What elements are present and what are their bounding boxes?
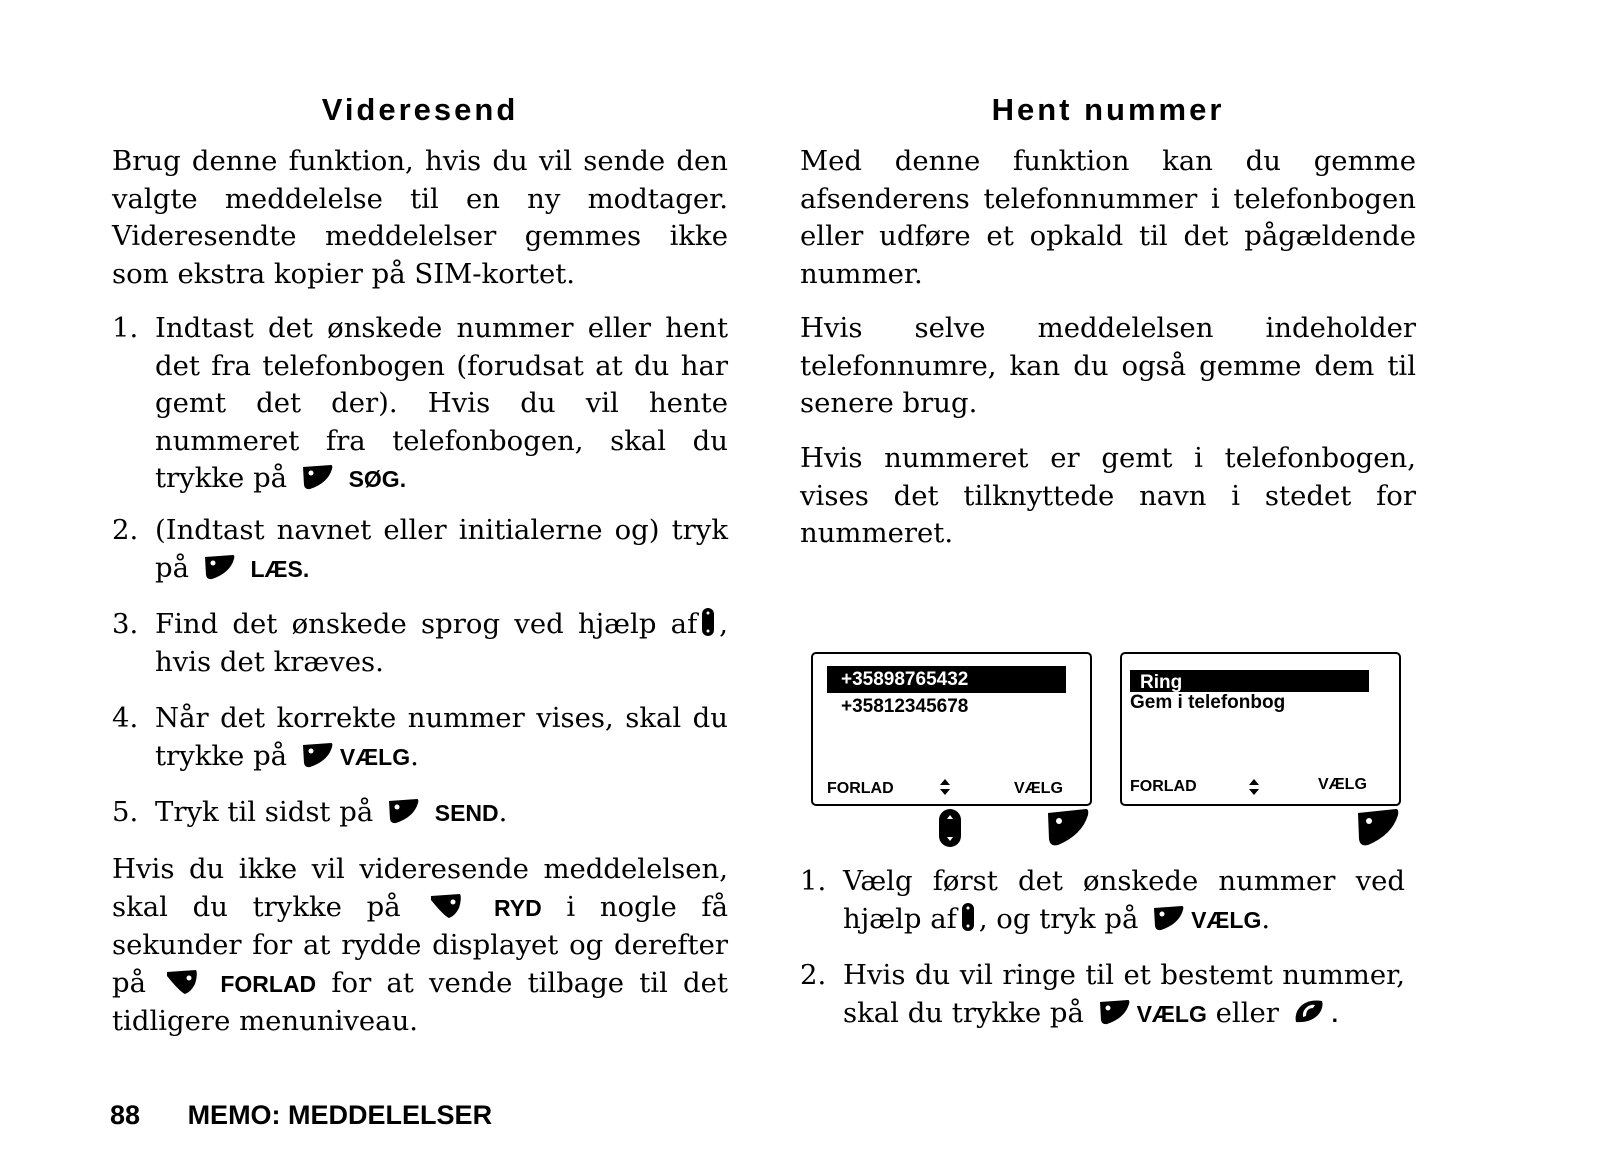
paragraph: Hvis nummeret er gemt i telefonbogen, vises det tilknyttede navn i stedet for nummeret. (800, 442, 1416, 549)
step-text: Vælg først det ønskede nummer ved hjælp af (843, 865, 1405, 935)
intro-paragraph: Brug denne funktion, hvis du vil sende den valgte meddelelse til en ny modtager. Videresendte meddelelser gemmes ikke som ekstra kopier på SIM-kortet. (112, 145, 728, 290)
punctuation: . (1331, 1000, 1339, 1027)
left-softkey-icon (165, 968, 199, 996)
selected-row: +35898765432 (827, 666, 1066, 693)
punctuation: . (410, 739, 419, 772)
key-label: RYD (493, 894, 542, 921)
selected-row: Ring (1130, 670, 1369, 692)
list-row: Gem i telefonbog (1130, 692, 1286, 713)
list-number: 2. (112, 514, 139, 546)
list-number: 1. (112, 312, 139, 344)
list-number: 2. (800, 959, 827, 991)
right-softkey-label: VÆLG (1318, 776, 1367, 793)
call-key-icon (1292, 998, 1326, 1026)
step-text: Indtast det ønskede nummer eller hent det fra telefonbogen (forudsat at du har gemt det der). Hvis du vil hente nummeret fra telefonbogen, skal du trykke på (155, 312, 728, 494)
right-softkey-icon (300, 463, 334, 491)
left-softkey-label: FORLAD (827, 780, 894, 797)
step-text: (Indtast navnet eller initialerne og) tryk på (155, 514, 728, 584)
paragraph: Hvis selve meddelelsen indeholder telefonnumre, kan du også gemme dem til senere brug. (800, 312, 1416, 419)
closing-text: Hvis du ikke vil videresende meddelelsen, skal du trykke på (112, 853, 728, 923)
step-text: , og tryk på (978, 902, 1139, 935)
phone-display (1120, 652, 1401, 806)
key-label: LÆS. (250, 555, 310, 582)
key-label: SØG. (348, 466, 407, 492)
page-footer (110, 1100, 532, 1131)
step-text: eller (1215, 996, 1279, 1029)
scroll-key-icon (937, 808, 963, 848)
right-softkey-icon (1354, 807, 1400, 847)
list-number: 3. (112, 608, 139, 640)
step-text: Hvis du vil ringe til et bestemt nummer, skal du trykke på (843, 959, 1405, 1029)
list-item (112, 794, 728, 833)
page-number: 88 (110, 1100, 141, 1130)
list-number: 4. (112, 702, 139, 734)
section-heading: Hent nummer (991, 92, 1225, 127)
right-softkey-icon (202, 553, 236, 581)
step-text: Tryk til sidst på (155, 796, 374, 828)
closing-paragraph (112, 851, 728, 1041)
section-heading: Videresend (321, 92, 519, 127)
scroll-key-icon (961, 902, 975, 932)
right-softkey-icon (1097, 998, 1131, 1026)
left-softkey-icon (429, 892, 463, 920)
right-softkey-label: VÆLG (1014, 780, 1063, 797)
right-softkey-icon (1151, 904, 1185, 932)
list-item (800, 957, 1405, 1033)
right-softkey-icon (1044, 807, 1090, 847)
punctuation: . (498, 796, 508, 828)
right-softkey-icon (300, 741, 334, 769)
right-softkey-icon (386, 797, 420, 825)
key-label: VÆLG (1191, 906, 1262, 933)
list-row: +35812345678 (841, 696, 969, 717)
closing-text: for at vende tilbage til det tidligere menuniveau. (112, 966, 728, 1037)
key-label: FORLAD (220, 970, 317, 997)
key-label: SEND (434, 800, 499, 826)
list-item (112, 310, 728, 499)
key-label: VÆLG (339, 743, 411, 770)
step-text: Find det ønskede sprog ved hjælp af (155, 608, 698, 640)
key-label: VÆLG (1136, 1000, 1207, 1027)
left-softkey-label: FORLAD (1130, 778, 1197, 795)
section-name: MEMO: MEDDELELSER (187, 1100, 493, 1130)
punctuation: . (1261, 902, 1271, 935)
scroll-key-icon (701, 607, 715, 637)
list-item (112, 606, 728, 681)
step-text: Når det korrekte nummer vises, skal du trykke på (155, 702, 728, 772)
phone-display (811, 652, 1092, 806)
list-item (800, 863, 1405, 939)
paragraph: Med denne funktion kan du gemme afsenderens telefonnummer i telefonbogen eller udføre et opkald til det pågældende nummer. (800, 145, 1416, 290)
list-item (112, 512, 728, 588)
list-item (112, 700, 728, 776)
closing-text: i nogle få sekunder for at rydde displayet og derefter på (112, 890, 728, 999)
scroll-arrows-icon (939, 778, 951, 796)
scroll-arrows-icon (1248, 778, 1260, 796)
list-number: 1. (800, 865, 827, 897)
step-text: , hvis det kræves. (155, 608, 728, 678)
list-number: 5. (112, 796, 139, 828)
